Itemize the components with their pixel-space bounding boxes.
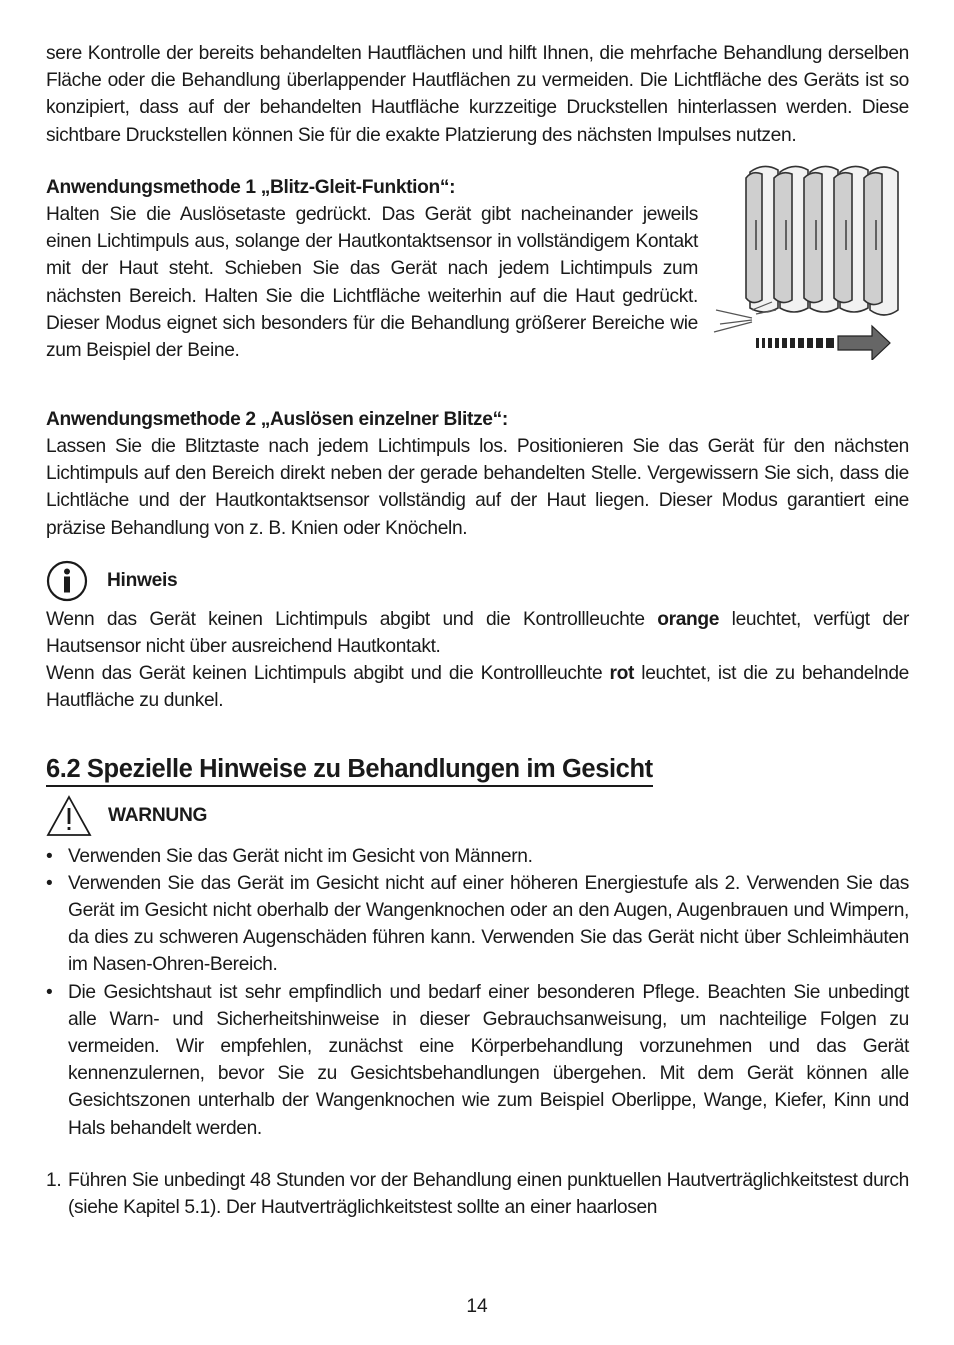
intro-paragraph: sere Kontrolle der bereits behandelten Hautflächen und hilft Ihnen, die mehrfache Behandlung derselben Fläche oder die Behandlung überlappender Hautflächen zu vermeiden. Die Lichtfläche des Geräts ist so konzipiert, dass auf der behandelten Hautfläche kurzzeitige Druckstellen hinterlassen werden. Diese sichtbare Druckstellen können Sie für die exakte Platzierung des nächsten Impulses nutzen. — [46, 43, 909, 146]
method-2-title: Anwendungsmethode 2 „Auslösen einzelner Blitze“: — [46, 408, 508, 430]
info-icon — [46, 560, 88, 602]
note-paragraph-orange — [46, 606, 909, 660]
note-emphasis-orange: orange — [657, 608, 720, 630]
method-1-body: Halten Sie die Auslösetaste gedrückt. Das Gerät gibt nacheinander jeweils einen Lichtimpuls aus, solange der Hautkontaktsensor in vollständigem Kontakt mit der Haut steht. Schieben Sie das Gerät nach jedem Lichtimpuls zum nächsten Bereich. Halten Sie die Lichtfläche weiterhin auf die Haut gedrückt. Dieser Modus eignet sich besonders für die Behandlung größerer Bereiche wie zum Beispiel der Beine. — [46, 204, 698, 362]
section-heading: 6.2 Spezielle Hinweise zu Behandlungen im Gesicht — [46, 753, 653, 787]
note-text: Wenn das Gerät keinen Lichtimpuls abgibt und die Kontrollleuchte — [46, 608, 658, 630]
note-text: leuchtet, verfügt der Hautsensor nicht über ausreichend Hautkontakt. — [46, 608, 909, 658]
warning-header — [46, 795, 909, 837]
warning-list — [46, 843, 909, 1142]
device-glide-illustration-icon — [712, 160, 912, 360]
method-1-text — [46, 174, 698, 364]
document-page — [46, 40, 909, 1221]
page-number: 14 — [466, 1296, 488, 1317]
list-item: • Die Gesichtshaut ist sehr empfindlich und bedarf einer besonderen Pflege. Beachten Sie unbedingt alle Warn- und Sicherheitshinweise in dieser Gebrauchsanweisung, um nachteilige Folgen zu vermeiden. Wir empfehlen, zunächst eine Körperbehandlung vorzunehmen und das Gerät kennenzulernen, bevor Sie zu Gesichtsbehandlungen übergehen. Mit dem Gerät können alle Gesichtszonen unterhalb der Wangenknochen wie zum Beispiel Oberlippe, Wange, Kiefer, Kinn und Hals behandelt werden. — [46, 979, 909, 1142]
note-text: leuchtet, ist die zu behandelnde Hautfläche zu dunkel. — [46, 663, 910, 712]
method-1-title: Anwendungsmethode 1 „Blitz-Gleit-Funktion“: — [46, 176, 456, 198]
list-item: • Verwenden Sie das Gerät nicht im Gesicht von Männern. — [46, 843, 909, 870]
method-2-body: Lassen Sie die Blitztaste nach jedem Lichtimpuls los. Positionieren Sie das Gerät für den nächsten Lichtimpuls auf den Bereich direkt neben der gerade behandelten Stelle. Vergewissern Sie sich, dass die Lichtläche und der Hautkontaktsensor vollständig auf der Haut liegen. Dieser Modus garantiert eine präzise Behandlung von z. B. Knien oder Knöcheln. — [46, 436, 909, 539]
note-paragraph-red — [46, 660, 909, 714]
note-text: Wenn das Gerät keinen Lichtimpuls abgibt und die Kontrollleuchte — [46, 663, 610, 685]
warning-triangle-icon — [46, 795, 92, 837]
note-header — [46, 560, 909, 602]
method-2-section — [46, 406, 909, 542]
method-1-section — [46, 174, 909, 396]
list-item: • Verwenden Sie das Gerät im Gesicht nicht auf einer höheren Energiestufe als 2. Verwenden Sie das Gerät im Gesicht nicht oberhalb der Wangenknochen oder an den Augen, Augenbrauen und Wimpern, da dies zu schweren Augenschäden führen kann. Verwenden Sie das Gerät nicht über Schleimhäuten im Nasen-Ohren-Bereich. — [46, 870, 909, 979]
step-number: 1. — [46, 1169, 62, 1191]
list-item — [46, 1167, 909, 1221]
steps-list — [46, 1167, 909, 1221]
note-emphasis-red: rot — [609, 663, 635, 685]
note-title: Hinweis — [107, 569, 178, 591]
warning-title: WARNUNG — [108, 804, 208, 826]
step-text: Führen Sie unbedingt 48 Stunden vor der Behandlung einen punktuellen Hautverträglichkeitstest durch (siehe Kapitel 5.1). Der Hautverträglichkeitstest sollte an einer haarlosen — [68, 1169, 909, 1219]
